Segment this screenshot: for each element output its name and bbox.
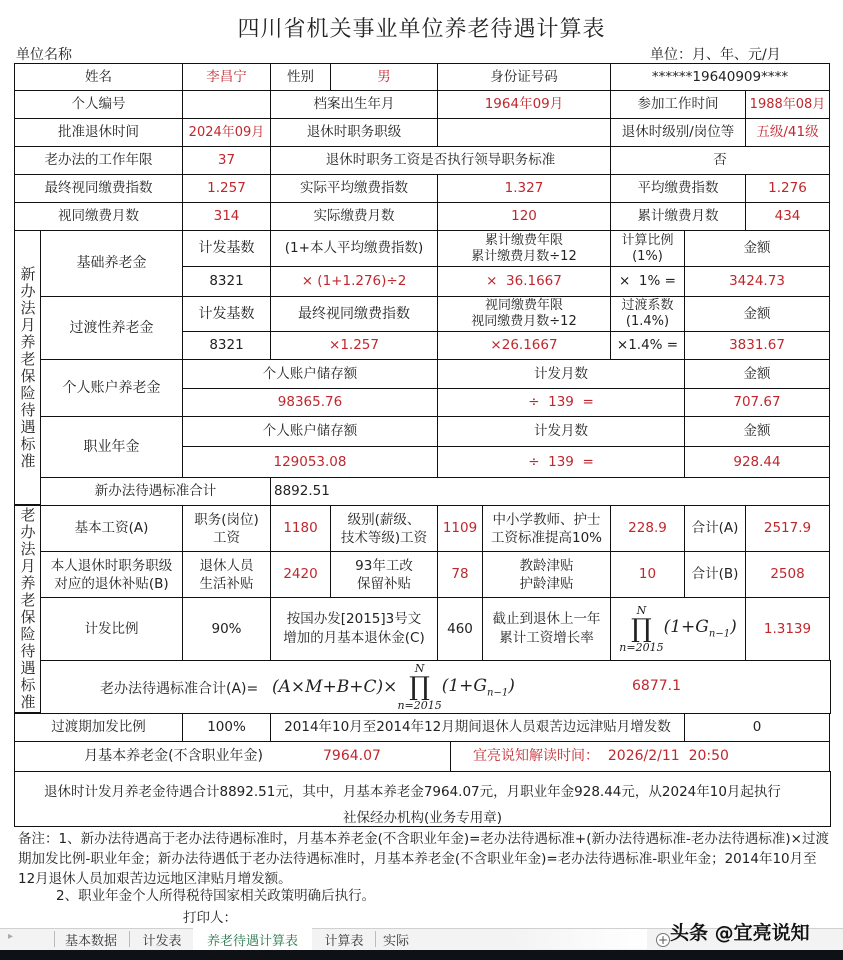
leader-std-label: 退休时职务工资是否执行领导职务标准 (270, 146, 611, 175)
formula-product-body: $(1+G_{n-1})$ (441, 675, 515, 699)
gender-label: 性别 (270, 63, 331, 91)
bp-h3: 累计缴费年限 累计缴费月数÷12 (437, 230, 611, 267)
product-symbol-icon: ∏ (409, 672, 430, 702)
gender-value[interactable]: 男 (330, 63, 438, 91)
oc-h1: 个人账户储存额 (182, 416, 438, 447)
monthly-basic-value[interactable]: 7964.07 (323, 748, 381, 765)
monthly-basic-row (14, 741, 451, 772)
bp-v3[interactable]: × 36.1667 (437, 266, 611, 297)
deemed-months-value[interactable]: 314 (182, 202, 271, 231)
retire-time-label: 批准退休时间 (14, 118, 183, 147)
old-total-value[interactable]: 6877.1 (632, 678, 681, 694)
actual-months-value[interactable]: 120 (437, 202, 611, 231)
tp-h3: 视同缴费年限 视同缴费月数÷12 (437, 296, 611, 332)
product-upper-limit: N (636, 604, 647, 617)
old-total-formula (272, 662, 515, 712)
bp-v4[interactable]: × 1% = (610, 266, 685, 297)
watermark: 头条 @宜亮说知 (670, 922, 810, 944)
living-value[interactable]: 2420 (270, 551, 331, 598)
retire-time-value[interactable]: 2024年09月 (182, 118, 271, 147)
allowance-label: 本人退休时职务职级 对应的退休补贴(B) (40, 551, 183, 598)
old-method-side-label: 老办法月养老保险待遇标准 (14, 505, 41, 713)
teacher-label: 中小学教师、护士 工资标准提高10% (482, 505, 611, 552)
transition-pension-label: 过渡性养老金 (40, 296, 183, 360)
personal-account-label: 个人账户养老金 (40, 359, 183, 417)
old-years-label: 老办法的工作年限 (14, 146, 183, 175)
tp-v3[interactable]: ×26.1667 (437, 331, 611, 360)
product-formula (610, 597, 746, 661)
unit-name-label: 单位名称 (16, 47, 72, 63)
formula-body: (A×M+B+C)× (272, 677, 398, 697)
tp-h1: 计发基数 (182, 296, 271, 332)
increase-label: 按国办发[2015]3号文 增加的月基本退休金(C) (270, 597, 438, 661)
grade-salary-value[interactable]: 1109 (437, 505, 483, 552)
pa-h3: 金额 (684, 359, 830, 389)
product-lower-limit: n=2015 (619, 641, 664, 654)
bp-v5[interactable]: 3424.73 (684, 266, 830, 297)
tp-h5: 金额 (684, 296, 830, 332)
tp-v2[interactable]: ×1.257 (270, 331, 438, 360)
scroll-left-icon[interactable]: ▸ (8, 931, 14, 942)
printer-label: 打印人： (183, 910, 237, 926)
birth-label: 档案出生年月 (270, 90, 438, 119)
tp-v5[interactable]: 3831.67 (684, 331, 830, 360)
ratio-value[interactable]: 90% (182, 597, 271, 661)
living-label: 退休人员 生活补贴 (182, 551, 271, 598)
note-2: 2、职业年金个人所得税待国家相关政策明确后执行。 (56, 888, 376, 904)
name-value[interactable]: 李昌宁 (182, 63, 271, 91)
reserve-label: 93年工改 保留补贴 (330, 551, 438, 598)
occupational-label: 职业年金 (40, 416, 183, 478)
reading-time: 宜亮说知解读时间： 2026/2/11 20:50 (450, 741, 830, 772)
id-value[interactable]: ******19640909**** (610, 63, 830, 91)
sheet-tab-issue[interactable]: 计发表 (142, 933, 182, 949)
oc-v1[interactable]: 129053.08 (182, 446, 438, 478)
new-method-side-label: 新办法月养老保险待遇标准 (14, 230, 41, 505)
oc-v3[interactable]: 928.44 (684, 446, 830, 478)
remote-label: 2014年10月至2014年12月期间退休人员艰苦边远津贴月增发数 (270, 713, 685, 742)
sheet-tab-basic-data[interactable]: 基本数据 (64, 933, 117, 949)
increase-value[interactable]: 460 (437, 597, 483, 661)
bp-h1: 计发基数 (182, 230, 271, 267)
retire-level-value[interactable]: 五级/41级 (745, 118, 830, 147)
id-label: 身份证号码 (437, 63, 611, 91)
reserve-value[interactable]: 78 (437, 551, 483, 598)
tp-h4: 过渡系数 (1.4%) (610, 296, 685, 332)
leader-std-value[interactable]: 否 (610, 146, 830, 175)
grade-salary-label: 级别(薪级、 技术等级)工资 (330, 505, 438, 552)
base-salary-label: 基本工资(A) (40, 505, 183, 552)
pa-h2: 计发月数 (437, 359, 685, 389)
oc-h3: 金额 (684, 416, 830, 447)
actual-index-label: 实际平均缴费指数 (270, 174, 438, 203)
oc-v2[interactable]: ÷ 139 = (437, 446, 685, 478)
avg-index-label: 平均缴费指数 (610, 174, 746, 203)
transition-ratio-value[interactable]: 100% (182, 713, 271, 742)
retire-rank-value[interactable] (437, 118, 611, 147)
basic-pension-label: 基础养老金 (40, 230, 183, 297)
sum-a-label: 合计(A) (684, 505, 746, 552)
unit-label: 单位：月、年、元/月 (650, 47, 781, 63)
ratio-label: 计发比例 (40, 597, 183, 661)
retire-rank-label: 退休时职务职级 (270, 118, 438, 147)
work-start-value[interactable]: 1988年08月 (745, 90, 830, 119)
bp-v1[interactable]: 8321 (182, 266, 271, 297)
total-months-value[interactable]: 434 (745, 202, 830, 231)
transition-ratio-label: 过渡期加发比例 (14, 713, 183, 742)
tp-v4[interactable]: ×1.4% = (610, 331, 685, 360)
old-total-label: 老办法待遇标准合计(A)= (100, 681, 259, 697)
old-years-value[interactable]: 37 (182, 146, 271, 175)
taskbar (0, 950, 843, 960)
oc-h2: 计发月数 (437, 416, 685, 447)
new-total-label: 新办法待遇标准合计 (40, 477, 271, 506)
pa-v3[interactable]: 707.67 (684, 388, 830, 417)
agency-text: 社保经办机构(业务专用章) (342, 810, 503, 826)
actual-months-label: 实际缴费月数 (270, 202, 438, 231)
growth-label: 截止到退休上一年 累计工资增长率 (482, 597, 611, 661)
total-months-label: 累计缴费月数 (610, 202, 746, 231)
pa-v2[interactable]: ÷ 139 = (437, 388, 685, 417)
seniority-label: 教龄津贴 护龄津贴 (482, 551, 611, 598)
sum-b-label: 合计(B) (684, 551, 746, 598)
post-salary-label: 职务(岗位) 工资 (182, 505, 271, 552)
name-label: 姓名 (14, 63, 183, 91)
post-salary-value[interactable]: 1180 (270, 505, 331, 552)
product-body: $(1+G_{n-1})$ (663, 617, 737, 640)
tp-v1[interactable]: 8321 (182, 331, 271, 360)
personal-no-value[interactable] (182, 90, 271, 119)
teacher-value[interactable]: 228.9 (610, 505, 685, 552)
tab-fade (417, 929, 647, 949)
final-index-value[interactable]: 1.257 (182, 174, 271, 203)
sheet-tab-actual[interactable]: 实际 (383, 933, 410, 949)
sheet-title: 四川省机关事业单位养老待遇计算表 (237, 17, 606, 42)
avg-index-value[interactable]: 1.276 (745, 174, 830, 203)
birth-value[interactable]: 1964年09月 (437, 90, 611, 119)
sheet-tab-pension-calc[interactable]: 养老待遇计算表 (193, 928, 312, 952)
formula-upper-limit: N (414, 662, 425, 675)
formula-product-operator (397, 663, 441, 711)
sheet-tab-calc[interactable]: 计算表 (324, 933, 364, 949)
summary-text: 退休时计发月养老金待遇合计8892.51元，其中，月基本养老金7964.07元，月职业年金928.44元，从2024年10月起执行 (44, 784, 781, 800)
tp-h2: 最终视同缴费指数 (270, 296, 438, 332)
personal-no-label: 个人编号 (14, 90, 183, 119)
bp-h2: (1+本人平均缴费指数) (270, 230, 438, 267)
sum-b-value[interactable]: 2508 (745, 551, 830, 598)
bp-v2[interactable]: × (1+1.276)÷2 (270, 266, 438, 297)
actual-index-value[interactable]: 1.327 (437, 174, 611, 203)
product-operator (619, 605, 663, 653)
deemed-months-label: 视同缴费月数 (14, 202, 183, 231)
bp-h4: 计算比例 (1%) (610, 230, 685, 267)
add-sheet-icon[interactable]: + (657, 933, 669, 947)
pa-v1[interactable]: 98365.76 (182, 388, 438, 417)
pa-h1: 个人账户储存额 (182, 359, 438, 389)
new-total-value[interactable]: 8892.51 (270, 477, 830, 506)
sum-a-value[interactable]: 2517.9 (745, 505, 830, 552)
bp-h5: 金额 (684, 230, 830, 267)
retire-level-label: 退休时级别/岗位等 (610, 118, 746, 147)
final-index-label: 最终视同缴费指数 (14, 174, 183, 203)
formula-lower-limit: n=2015 (397, 699, 442, 712)
product-symbol-icon: ∏ (631, 614, 652, 644)
seniority-value[interactable]: 10 (610, 551, 685, 598)
note-1: 备注：1、新办法待遇高于老办法待遇标准时，月基本养老金(不含职业年金)=老办法待遇标准+(新办法待遇标准-老办法待遇标准)×过渡期加发比例-职业年金；新办法待遇低于老办法待遇标准时，月基本养老金(不含职业年金)=老办法待遇标准-职业年金；2014年10月至12月退休人员加艰苦边远地区津贴月增发额。 (18, 831, 829, 887)
growth-value[interactable]: 1.3139 (745, 597, 830, 661)
monthly-basic-label: 月基本养老金(不含职业年金) (84, 748, 264, 765)
work-start-label: 参加工作时间 (610, 90, 746, 119)
remote-value[interactable]: 0 (684, 713, 830, 742)
